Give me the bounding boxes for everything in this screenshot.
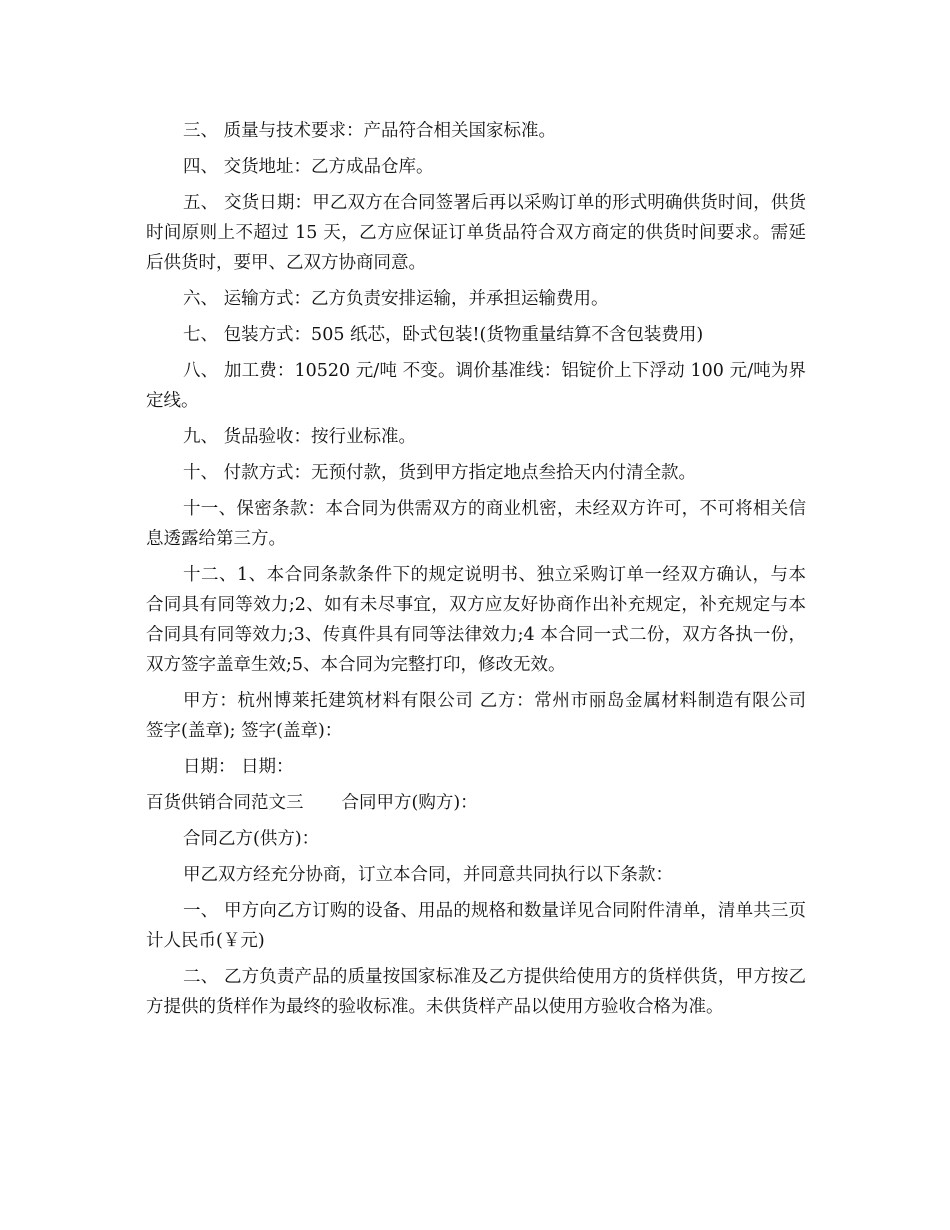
paragraph-acceptance: 九、 货品验收：按行业标准。	[183, 427, 417, 447]
section-title: 百货供销合同范文三	[146, 793, 304, 813]
paragraph-delivery-address: 四、 交货地址：乙方成品仓库。	[183, 157, 434, 177]
paragraph-packaging: 七、 包装方式：505 纸芯，卧式包装!(货物重量结算不含包装费用)	[183, 325, 704, 345]
paragraph-transport: 六、 运输方式：乙方负责安排运输，并承担运输费用。	[183, 289, 609, 309]
paragraph-parties: 甲方：杭州博莱托建筑材料有限公司 乙方：常州市丽岛金属材料制造有限公司 签字(盖章); 签字(盖章)：	[146, 691, 806, 741]
paragraph-agreement-intro: 甲乙双方经充分协商，订立本合同，并同意共同执行以下条款：	[183, 865, 673, 885]
document-body	[146, 116, 806, 1028]
paragraph-confidentiality: 十一、保密条款：本合同为供需双方的商业机密，未经双方许可，不可将相关信息透露给第三方。	[146, 499, 806, 549]
paragraph-quality: 三、 质量与技术要求：产品符合相关国家标准。	[183, 121, 557, 141]
paragraph-processing-fee: 八、 加工费：10520 元/吨 不变。调价基准线：铝锭价上下浮动 100 元/吨为界定线。	[146, 361, 806, 411]
paragraph-order-list: 一、 甲方向乙方订购的设备、用品的规格和数量详见合同附件清单，清单共三页计人民币(￥元)	[146, 901, 806, 951]
paragraph-quality-standard: 二、 乙方负责产品的质量按国家标准及乙方提供给使用方的货样供货，甲方按乙方提供的货样作为最终的验收标准。未供货样产品以使用方验收合格为准。	[146, 967, 806, 1017]
party-a-label: 合同甲方(购方)：	[341, 793, 478, 813]
paragraph-dates: 日期： 日期：	[183, 757, 294, 777]
section-heading-line	[146, 788, 806, 818]
paragraph-party-b: 合同乙方(供方)：	[183, 829, 320, 849]
paragraph-payment: 十、 付款方式：无预付款，货到甲方指定地点叁拾天内付清全款。	[183, 463, 697, 483]
paragraph-misc-terms: 十二、1、本合同条款条件下的规定说明书、独立采购订单一经双方确认，与本合同具有同等效力;2、如有未尽事宜，双方应友好协商作出补充规定，补充规定与本合同具有同等效力;3、传真件具有同等法律效力;4 本合同一式二份，双方各执一份，双方签字盖章生效;5、本合同为完整打印，修改无效。	[146, 565, 806, 675]
paragraph-delivery-date: 五、 交货日期：甲乙双方在合同签署后再以采购订单的形式明确供货时间，供货时间原则上不超过 15 天，乙方应保证订单货品符合双方商定的供货时间要求。需延后供货时，要甲、乙双方协商同意。	[146, 193, 806, 273]
